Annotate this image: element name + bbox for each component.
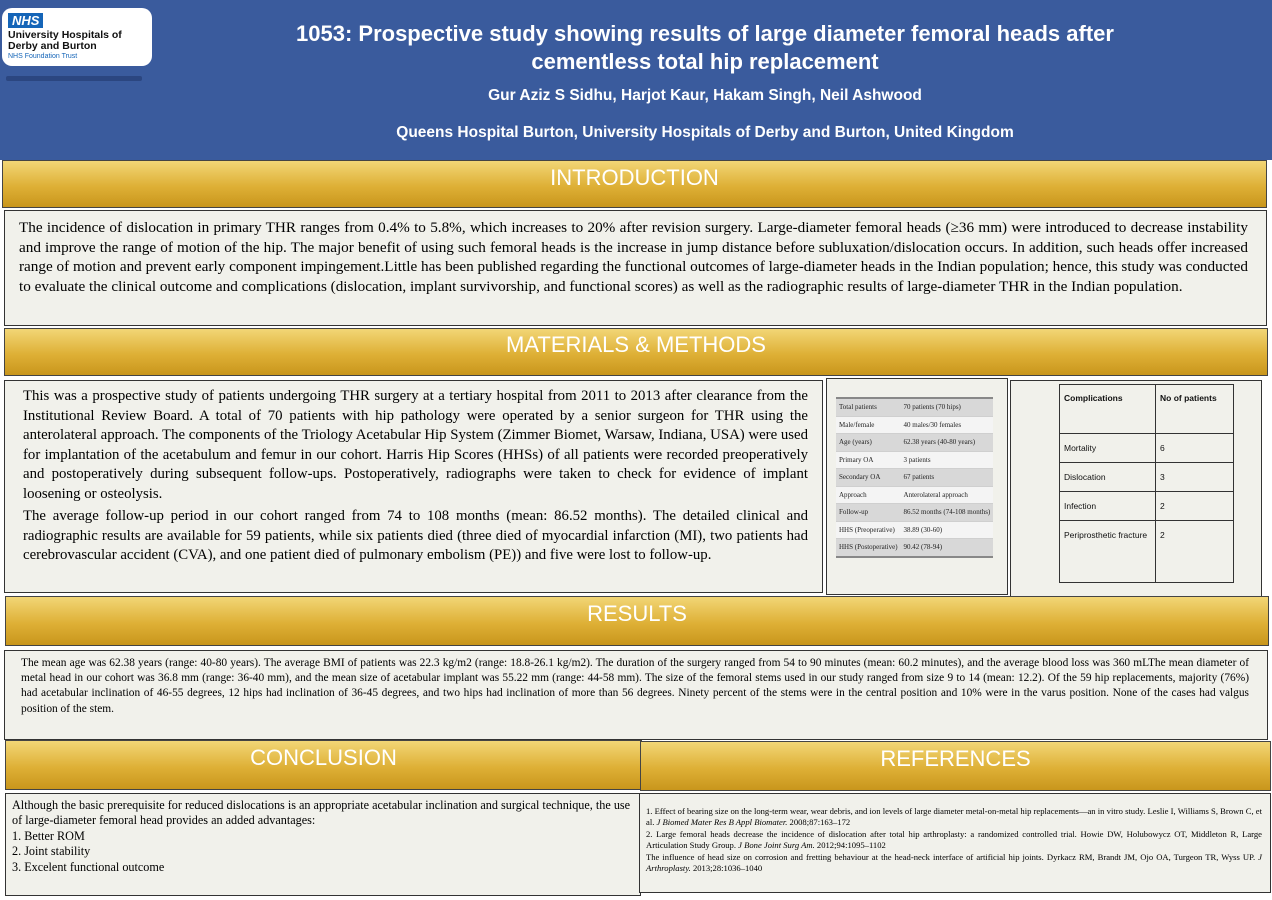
demographic-value: 40 males/30 females	[901, 416, 994, 434]
logo-line-2: Derby and Burton	[8, 40, 97, 52]
results-heading: RESULTS	[5, 596, 1269, 646]
demographics-table	[836, 397, 993, 558]
demographic-label: Follow-up	[836, 504, 901, 522]
nhs-logo	[2, 8, 152, 66]
conclusion-text	[5, 793, 641, 896]
methods-paragraph-2: The average follow-up period in our cohort ranged from 74 to 108 months (mean: 86.52 months). The detailed clinical and radiographic results are available for 59 patients, while six patients died (three died of myocardial infarction (MI), two patients had cerebrovascular accident (CVA), and one patient died of pulmonary embolism (PE)) and five were lost to follow-up.	[23, 508, 808, 563]
title-line-1: 1053: Prospective study showing results of large diameter femoral heads after	[296, 21, 1114, 46]
column-header-count: No of patients	[1156, 385, 1234, 434]
conclusion-heading: CONCLUSION	[5, 740, 642, 790]
references-list	[639, 793, 1271, 893]
complication-name: Infection	[1060, 492, 1156, 521]
affiliation: Queens Hospital Burton, University Hospitals of Derby and Burton, United Kingdom	[396, 124, 1014, 141]
authors: Gur Aziz S Sidhu, Harjot Kaur, Hakam Singh, Neil Ashwood	[488, 87, 922, 104]
reference-item	[646, 806, 1262, 829]
title-line-2: cementless total hip replacement	[531, 49, 879, 74]
conclusion-point: 1. Better ROM	[12, 828, 85, 843]
reference-journal: J Arthroplasty.	[646, 851, 1262, 874]
reference-citation: 2012;94:1095–1102	[814, 840, 886, 851]
logo-underline	[6, 76, 142, 81]
conclusion-intro: Although the basic prerequisite for reduced dislocations is an appropriate acetabular inclination and surgical technique, the use of large-diameter femoral head provides an added advantages:	[12, 798, 631, 828]
demographic-value: 67 patients	[901, 469, 994, 487]
table-row	[836, 504, 993, 522]
complications-table	[1059, 384, 1234, 583]
introduction-text: The incidence of dislocation in primary THR ranges from 0.4% to 5.8%, which increases to 20% after revision surgery. Large-diameter femoral heads (≥36 mm) were introduced to decrease instability and improve the range of motion of the hip. The major benefit of using such femoral heads is the increase in jump distance before subluxation/dislocation occurs. In addition, such heads offer increased range of motion and prevent early component impingement.Little has been published regarding the functional outcomes of large-diameter heads in the Indian population; hence, this study was conducted to evaluate the clinical outcome and complications (dislocation, implant survivorship, and functional scores) as well as the radiographic results of large-diameter THR in the Indian population.	[4, 210, 1267, 326]
demographic-label: Secondary OA	[836, 469, 901, 487]
table-header-row	[1060, 385, 1234, 434]
demographic-label: HHS (Postoperative)	[836, 539, 901, 557]
poster-title	[160, 20, 1250, 76]
complication-name: Periprosthetic fracture	[1060, 521, 1156, 583]
table-row	[1060, 463, 1234, 492]
demographic-value: 38.89 (30-60)	[901, 521, 994, 539]
demographic-value: 86.52 months (74-108 months)	[901, 504, 994, 522]
reference-text: 1. Effect of bearing size on the long-term wear, wear debris, and ion levels of large diameter metal-on-metal hip replacements—an in vitro study. Leslie I, Williams S, Brown C, et al.	[646, 806, 1262, 828]
complication-count: 6	[1156, 434, 1234, 463]
demographic-value: 62.38 years (40-80 years)	[901, 434, 994, 452]
methods-heading: MATERIALS & METHODS	[4, 328, 1268, 376]
table-row	[836, 416, 993, 434]
methods-text	[4, 380, 823, 593]
table-row	[836, 398, 993, 416]
complication-count: 2	[1156, 492, 1234, 521]
column-header-complications: Complications	[1060, 385, 1156, 434]
complication-count: 3	[1156, 463, 1234, 492]
table-row	[836, 469, 993, 487]
table-row	[836, 486, 993, 504]
demographic-label: Approach	[836, 486, 901, 504]
references-heading: REFERENCES	[640, 741, 1271, 791]
introduction-heading: INTRODUCTION	[2, 160, 1267, 208]
demographic-value: 70 patients (70 hips)	[901, 398, 994, 416]
reference-text: The influence of head size on corrosion and fretting behaviour at the head-neck interface of artificial hip joints. Dyrkacz RM, Brandt JM, Ojo OA, Turgeon TR, Wyss UP.	[646, 851, 1259, 862]
reference-journal: J Biomed Mater Res B Appl Biomater.	[656, 817, 788, 828]
table-row	[836, 521, 993, 539]
reference-citation: 2013;28:1036–1040	[690, 863, 763, 874]
table-row	[836, 434, 993, 452]
nhs-badge: NHS	[8, 13, 43, 28]
table-row	[1060, 492, 1234, 521]
demographic-label: HHS (Preoperative)	[836, 521, 901, 539]
demographic-value: 3 patients	[901, 451, 994, 469]
complication-name: Mortality	[1060, 434, 1156, 463]
logo-line-1: University Hospitals of	[8, 29, 122, 41]
demographic-label: Total patients	[836, 398, 901, 416]
methods-paragraph-1: This was a prospective study of patients undergoing THR surgery at a tertiary hospital from 2011 to 2013 after clearance from the Institutional Review Board. A total of 70 patients with hip pathology were operated by a senior surgeon for THR using the anterolateral approach. The components of the Triology Acetabular Hip System (Zimmer Biomet, Warsaw, Indiana, USA) were used for implantation of the acetabulum and femur in our cohort. Harris Hip Scores (HHSs) of all patients were recorded preoperatively and postoperatively during subsequent follow-ups. Postoperatively, radiographs were taken to check for evidence of implant loosening or osteolysis.	[23, 388, 808, 502]
demographic-label: Primary OA	[836, 451, 901, 469]
demographic-value: Anterolateral approach	[901, 486, 994, 504]
logo-line-3: NHS Foundation Trust	[8, 53, 78, 60]
conclusion-point: 2. Joint stability	[12, 844, 91, 859]
reference-journal: J Bone Joint Surg Am.	[738, 840, 815, 851]
table-row	[836, 539, 993, 557]
table-row	[1060, 434, 1234, 463]
reference-item	[646, 829, 1262, 852]
table-row	[1060, 521, 1234, 583]
reference-citation: 2008;87:163–172	[787, 817, 851, 828]
complication-count: 2	[1156, 521, 1234, 583]
reference-text: 2. Large femoral heads decrease the incidence of dislocation after total hip arthroplasty: a randomized controlled trial. Howie DW, Holubowycz OT, Middleton R, Large Articulation Study Group.	[646, 828, 1262, 851]
table-row	[836, 451, 993, 469]
demographic-value: 90.42 (78-94)	[901, 539, 994, 557]
results-text: The mean age was 62.38 years (range: 40-80 years). The average BMI of patients was 22.3 kg/m2 (range: 18.8-26.1 kg/m2). The duration of the surgery ranged from 54 to 90 minutes (mean: 60.2 minutes), and the average blood loss was 360 mLThe mean diameter of metal head in our cohort was 36.8 mm (range: 36-40 mm), and the mean size of acetabular implant was 55.22 mm (range: 44-58 mm). The size of the femoral stems used in our study ranged from size 9 to 14 (mean: 12.2). Of the 59 hip replacements, majority (76%) had acetabular inclination of 46-55 degrees, 12 hips had inclination of 36-45 degrees, and two hips had inclination of more than 56 degrees. Ninety percent of the stems were in the central position and 10% were in the varus position. None of the cases had valgus position of the stem.	[4, 650, 1268, 740]
demographic-label: Age (years)	[836, 434, 901, 452]
reference-item	[646, 852, 1262, 875]
complication-name: Dislocation	[1060, 463, 1156, 492]
conclusion-point: 3. Excelent functional outcome	[12, 859, 165, 874]
demographic-label: Male/female	[836, 416, 901, 434]
